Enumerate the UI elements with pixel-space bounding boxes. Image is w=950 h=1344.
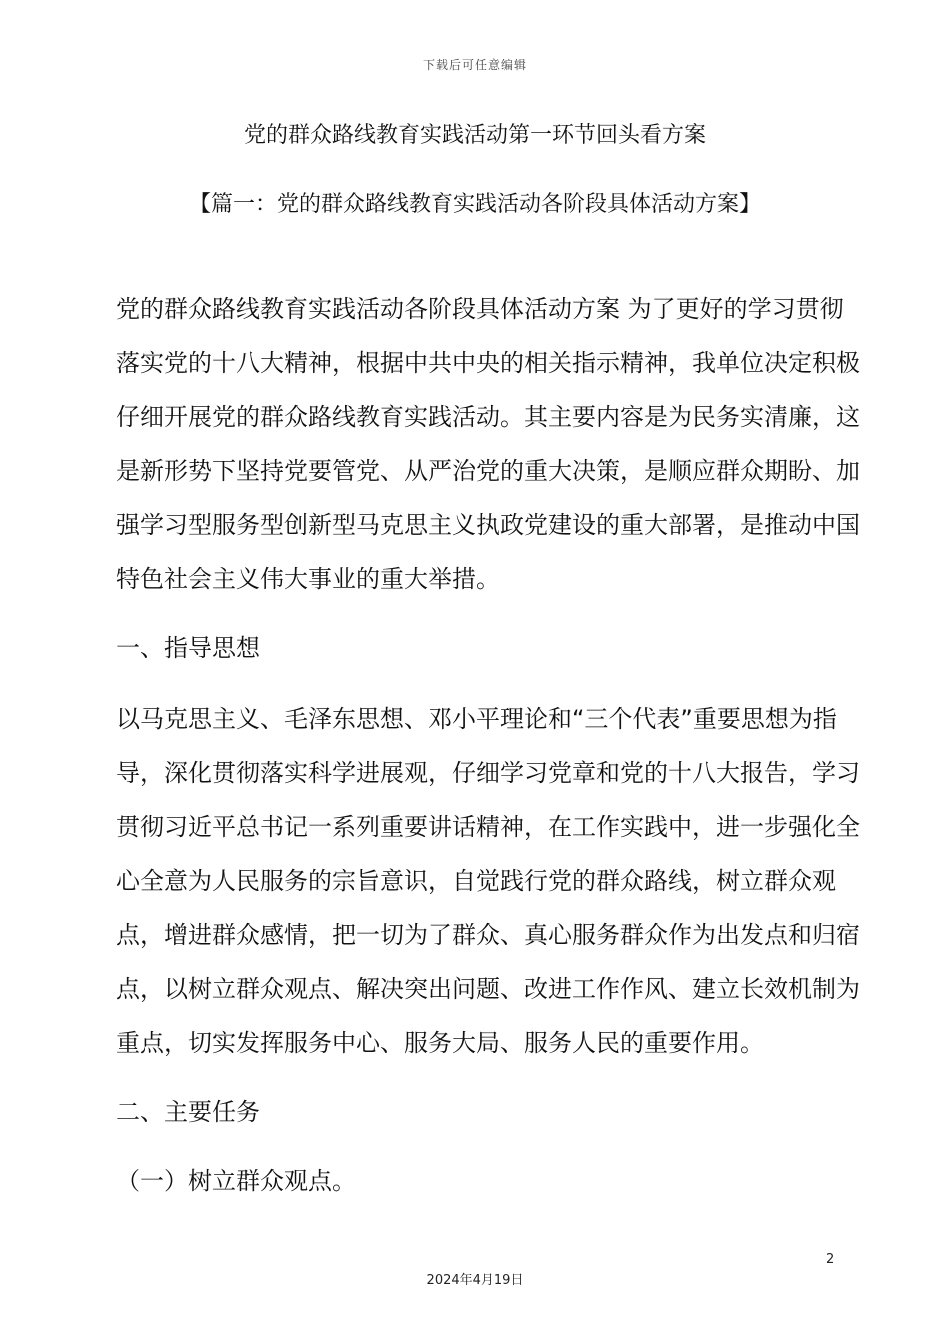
body-line: 点，以树立群众观点、解决突出问题、改进工作作风、建立长效机制为 xyxy=(116,975,860,1003)
document-subtitle: 【篇一：党的群众路线教育实践活动各阶段具体活动方案】 xyxy=(188,192,761,217)
document-title: 党的群众路线教育实践活动第一环节回头看方案 xyxy=(243,123,706,148)
subsection-heading: （一）树立群众观点。 xyxy=(116,1167,356,1195)
header-note: 下载后可任意编辑 xyxy=(422,58,527,72)
body-line: 党的群众路线教育实践活动各阶段具体活动方案 为了更好的学习贯彻 xyxy=(116,295,844,323)
section-heading: 一、指导思想 xyxy=(116,634,260,662)
page-number: 2 xyxy=(826,1252,835,1267)
body-line: 仔细开展党的群众路线教育实践活动。其主要内容是为民务实清廉，这 xyxy=(116,403,860,431)
section-heading: 二、主要任务 xyxy=(116,1098,260,1126)
body-line: 重点，切实发挥服务中心、服务大局、服务人民的重要作用。 xyxy=(116,1029,764,1057)
body-line: 落实党的十八大精神，根据中共中央的相关指示精神，我单位决定积极 xyxy=(116,349,860,377)
body-line: 导，深化贯彻落实科学进展观，仔细学习党章和党的十八大报告，学习 xyxy=(116,759,860,787)
body-line: 点，增进群众感情，把一切为了群众、真心服务群众作为出发点和归宿 xyxy=(116,921,860,949)
body-line: 特色社会主义伟大事业的重大举措。 xyxy=(116,565,500,593)
body-line: 是新形势下坚持党要管党、从严治党的重大决策，是顺应群众期盼、加 xyxy=(116,457,860,485)
body-line: 心全意为人民服务的宗旨意识，自觉践行党的群众路线，树立群众观 xyxy=(116,867,836,895)
body-line: 以马克思主义、毛泽东思想、邓小平理论和“三个代表”重要思想为指 xyxy=(116,705,837,733)
body-line: 贯彻习近平总书记一系列重要讲话精神，在工作实践中，进一步强化全 xyxy=(116,813,860,841)
footer-date: 2024年4月19日 xyxy=(426,1273,524,1288)
body-line: 强学习型服务型创新型马克思主义执政党建设的重大部署，是推动中国 xyxy=(116,511,860,539)
